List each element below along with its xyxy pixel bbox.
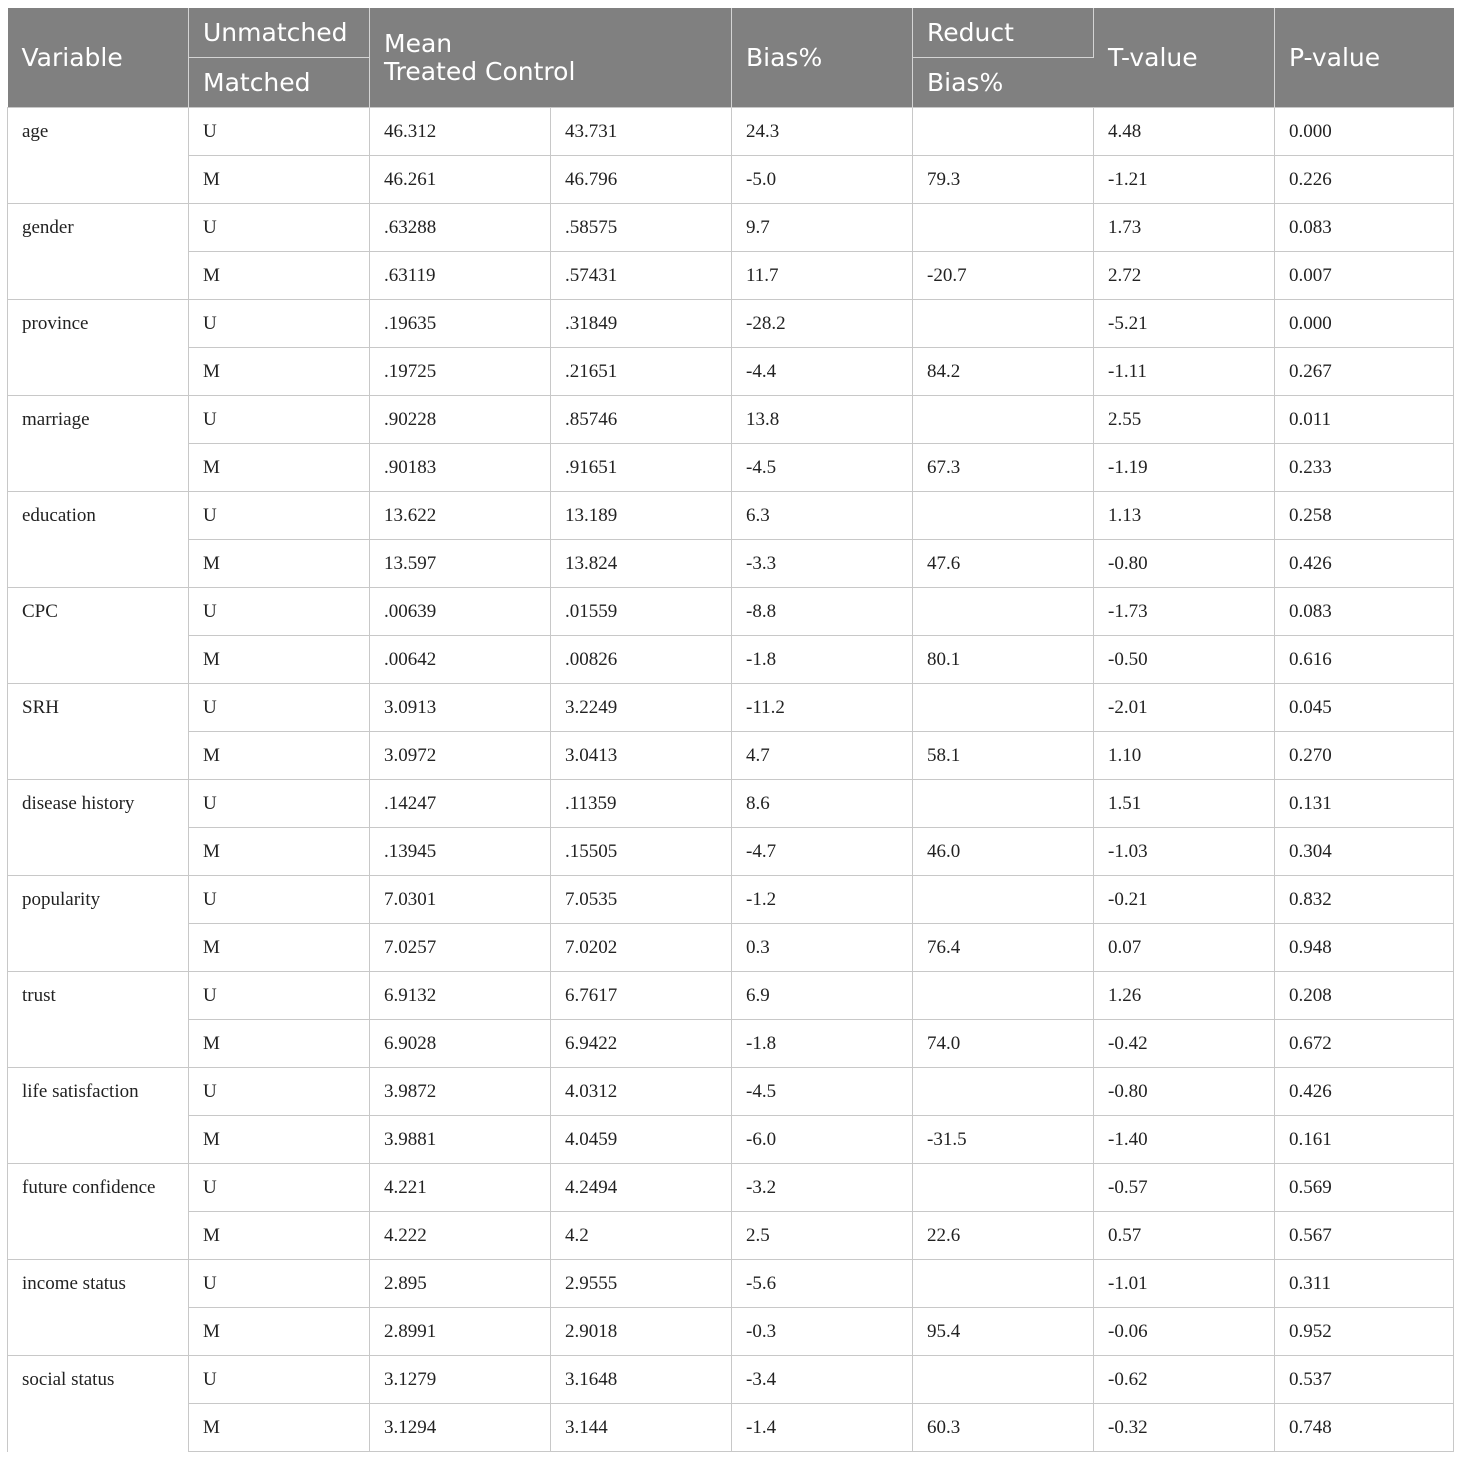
cell-p-value: 0.311 <box>1275 1260 1454 1308</box>
table-row <box>8 636 1454 684</box>
cell-mean-control: 6.7617 <box>551 972 732 1020</box>
cell-variable: marriage <box>8 396 189 444</box>
cell-reduct-bias: 58.1 <box>913 732 1094 780</box>
cell-variable <box>8 348 189 396</box>
cell-p-value: 0.948 <box>1275 924 1454 972</box>
cell-reduct-bias: -20.7 <box>913 252 1094 300</box>
table-row <box>8 540 1454 588</box>
cell-mean-control: .00826 <box>551 636 732 684</box>
cell-variable <box>8 156 189 204</box>
cell-mean-treated: 3.0913 <box>370 684 551 732</box>
cell-p-value: 0.083 <box>1275 204 1454 252</box>
cell-p-value: 0.832 <box>1275 876 1454 924</box>
cell-mean-treated: 13.597 <box>370 540 551 588</box>
cell-t-value: 1.73 <box>1094 204 1275 252</box>
cell-unmatched-matched: M <box>189 348 370 396</box>
header-pvalue: P-value <box>1275 8 1454 108</box>
cell-variable: income status <box>8 1260 189 1308</box>
cell-reduct-bias: 74.0 <box>913 1020 1094 1068</box>
cell-bias: 2.5 <box>732 1212 913 1260</box>
table-row <box>8 684 1454 732</box>
cell-variable <box>8 444 189 492</box>
cell-mean-treated: 3.9872 <box>370 1068 551 1116</box>
cell-bias: -4.7 <box>732 828 913 876</box>
cell-mean-treated: .19635 <box>370 300 551 348</box>
table-header <box>8 8 1454 108</box>
cell-mean-treated: 3.1279 <box>370 1356 551 1404</box>
header-reduct-bias: Bias% <box>913 58 1094 108</box>
cell-variable <box>8 1020 189 1068</box>
cell-t-value: -5.21 <box>1094 300 1275 348</box>
cell-variable: life satisfaction <box>8 1068 189 1116</box>
cell-t-value: -1.21 <box>1094 156 1275 204</box>
cell-unmatched-matched: U <box>189 1068 370 1116</box>
cell-t-value: -0.06 <box>1094 1308 1275 1356</box>
table-row <box>8 1260 1454 1308</box>
cell-p-value: 0.672 <box>1275 1020 1454 1068</box>
cell-unmatched-matched: U <box>189 492 370 540</box>
table-row <box>8 1404 1454 1452</box>
cell-reduct-bias <box>913 588 1094 636</box>
cell-t-value: -1.40 <box>1094 1116 1275 1164</box>
cell-variable <box>8 636 189 684</box>
cell-unmatched-matched: U <box>189 1356 370 1404</box>
cell-mean-control: 6.9422 <box>551 1020 732 1068</box>
cell-reduct-bias: 76.4 <box>913 924 1094 972</box>
cell-t-value: -0.80 <box>1094 540 1275 588</box>
cell-mean-treated: 13.622 <box>370 492 551 540</box>
cell-unmatched-matched: U <box>189 588 370 636</box>
cell-t-value: 1.26 <box>1094 972 1275 1020</box>
cell-mean-control: 3.0413 <box>551 732 732 780</box>
cell-reduct-bias <box>913 204 1094 252</box>
cell-bias: 11.7 <box>732 252 913 300</box>
table-row <box>8 1164 1454 1212</box>
table-row <box>8 1116 1454 1164</box>
cell-t-value: -0.80 <box>1094 1068 1275 1116</box>
cell-mean-treated: 4.221 <box>370 1164 551 1212</box>
cell-unmatched-matched: M <box>189 636 370 684</box>
header-bias: Bias% <box>732 8 913 108</box>
cell-mean-treated: 3.1294 <box>370 1404 551 1452</box>
cell-variable: popularity <box>8 876 189 924</box>
cell-p-value: 0.748 <box>1275 1404 1454 1452</box>
cell-variable: age <box>8 108 189 156</box>
cell-p-value: 0.567 <box>1275 1212 1454 1260</box>
cell-unmatched-matched: U <box>189 1260 370 1308</box>
cell-t-value: -1.01 <box>1094 1260 1275 1308</box>
cell-mean-treated: .00639 <box>370 588 551 636</box>
cell-mean-treated: 46.312 <box>370 108 551 156</box>
cell-bias: -3.2 <box>732 1164 913 1212</box>
cell-p-value: 0.000 <box>1275 300 1454 348</box>
header-variable: Variable <box>8 8 189 108</box>
cell-mean-control: 13.824 <box>551 540 732 588</box>
cell-unmatched-matched: U <box>189 396 370 444</box>
cell-mean-control: .91651 <box>551 444 732 492</box>
cell-unmatched-matched: U <box>189 204 370 252</box>
cell-unmatched-matched: U <box>189 972 370 1020</box>
cell-mean-control: .57431 <box>551 252 732 300</box>
cell-mean-control: 46.796 <box>551 156 732 204</box>
cell-mean-treated: 6.9028 <box>370 1020 551 1068</box>
cell-reduct-bias: 79.3 <box>913 156 1094 204</box>
cell-reduct-bias: 95.4 <box>913 1308 1094 1356</box>
cell-t-value: -0.32 <box>1094 1404 1275 1452</box>
cell-t-value: 2.55 <box>1094 396 1275 444</box>
cell-t-value: -0.62 <box>1094 1356 1275 1404</box>
table-body <box>8 108 1454 1452</box>
cell-t-value: -1.03 <box>1094 828 1275 876</box>
cell-bias: -4.5 <box>732 444 913 492</box>
cell-reduct-bias: 84.2 <box>913 348 1094 396</box>
cell-variable <box>8 732 189 780</box>
cell-unmatched-matched: M <box>189 1404 370 1452</box>
cell-unmatched-matched: M <box>189 252 370 300</box>
cell-mean-treated: .00642 <box>370 636 551 684</box>
cell-variable <box>8 1404 189 1452</box>
cell-t-value: -0.42 <box>1094 1020 1275 1068</box>
cell-reduct-bias <box>913 684 1094 732</box>
cell-reduct-bias: 47.6 <box>913 540 1094 588</box>
cell-p-value: 0.007 <box>1275 252 1454 300</box>
cell-bias: -1.2 <box>732 876 913 924</box>
cell-bias: -3.4 <box>732 1356 913 1404</box>
cell-bias: -11.2 <box>732 684 913 732</box>
cell-p-value: 0.616 <box>1275 636 1454 684</box>
cell-reduct-bias: 67.3 <box>913 444 1094 492</box>
cell-p-value: 0.226 <box>1275 156 1454 204</box>
cell-mean-control: 3.1648 <box>551 1356 732 1404</box>
cell-mean-treated: 46.261 <box>370 156 551 204</box>
cell-p-value: 0.045 <box>1275 684 1454 732</box>
cell-bias: 24.3 <box>732 108 913 156</box>
cell-p-value: 0.569 <box>1275 1164 1454 1212</box>
cell-unmatched-matched: M <box>189 1212 370 1260</box>
table-row <box>8 732 1454 780</box>
table-row <box>8 252 1454 300</box>
cell-reduct-bias <box>913 1164 1094 1212</box>
cell-bias: 6.3 <box>732 492 913 540</box>
table-row <box>8 444 1454 492</box>
cell-bias: -1.8 <box>732 1020 913 1068</box>
cell-unmatched-matched: U <box>189 1164 370 1212</box>
cell-mean-control: .85746 <box>551 396 732 444</box>
header-reduct: Reduct <box>913 8 1094 58</box>
cell-mean-treated: .63119 <box>370 252 551 300</box>
cell-t-value: -1.11 <box>1094 348 1275 396</box>
table-row <box>8 828 1454 876</box>
table-row <box>8 876 1454 924</box>
cell-p-value: 0.537 <box>1275 1356 1454 1404</box>
cell-reduct-bias <box>913 300 1094 348</box>
cell-variable: disease history <box>8 780 189 828</box>
table-row <box>8 492 1454 540</box>
cell-unmatched-matched: U <box>189 108 370 156</box>
cell-mean-control: 3.2249 <box>551 684 732 732</box>
cell-mean-control: 43.731 <box>551 108 732 156</box>
cell-p-value: 0.000 <box>1275 108 1454 156</box>
cell-mean-control: 2.9018 <box>551 1308 732 1356</box>
cell-variable <box>8 1116 189 1164</box>
cell-bias: -1.4 <box>732 1404 913 1452</box>
cell-reduct-bias <box>913 108 1094 156</box>
cell-p-value: 0.161 <box>1275 1116 1454 1164</box>
cell-mean-treated: .90183 <box>370 444 551 492</box>
cell-unmatched-matched: U <box>189 684 370 732</box>
cell-p-value: 0.131 <box>1275 780 1454 828</box>
table-row <box>8 588 1454 636</box>
header-mean-line2: Treated Control <box>384 56 576 86</box>
cell-p-value: 0.208 <box>1275 972 1454 1020</box>
table-row <box>8 1212 1454 1260</box>
cell-mean-treated: 3.0972 <box>370 732 551 780</box>
table-row <box>8 1020 1454 1068</box>
cell-t-value: 1.10 <box>1094 732 1275 780</box>
cell-bias: -5.0 <box>732 156 913 204</box>
cell-mean-treated: .13945 <box>370 828 551 876</box>
table-row <box>8 972 1454 1020</box>
cell-variable <box>8 924 189 972</box>
cell-mean-treated: 2.895 <box>370 1260 551 1308</box>
cell-mean-treated: 7.0301 <box>370 876 551 924</box>
cell-t-value: 0.57 <box>1094 1212 1275 1260</box>
cell-reduct-bias: 22.6 <box>913 1212 1094 1260</box>
header-matched: Matched <box>189 58 370 108</box>
cell-unmatched-matched: M <box>189 924 370 972</box>
cell-variable <box>8 540 189 588</box>
cell-reduct-bias <box>913 492 1094 540</box>
cell-reduct-bias: -31.5 <box>913 1116 1094 1164</box>
cell-mean-treated: 6.9132 <box>370 972 551 1020</box>
cell-p-value: 0.083 <box>1275 588 1454 636</box>
table-row <box>8 156 1454 204</box>
cell-t-value: 4.48 <box>1094 108 1275 156</box>
cell-variable <box>8 252 189 300</box>
cell-mean-control: 4.0312 <box>551 1068 732 1116</box>
table-row <box>8 204 1454 252</box>
table-row <box>8 1068 1454 1116</box>
cell-reduct-bias: 60.3 <box>913 1404 1094 1452</box>
cell-variable <box>8 1308 189 1356</box>
cell-variable: future confidence <box>8 1164 189 1212</box>
cell-bias: 4.7 <box>732 732 913 780</box>
cell-mean-treated: .14247 <box>370 780 551 828</box>
cell-mean-control: .21651 <box>551 348 732 396</box>
cell-unmatched-matched: M <box>189 1020 370 1068</box>
cell-unmatched-matched: M <box>189 1116 370 1164</box>
cell-unmatched-matched: U <box>189 876 370 924</box>
table-row <box>8 300 1454 348</box>
cell-mean-control: .15505 <box>551 828 732 876</box>
balance-table <box>7 8 1454 1452</box>
cell-mean-control: 7.0202 <box>551 924 732 972</box>
cell-t-value: -1.73 <box>1094 588 1275 636</box>
cell-bias: -28.2 <box>732 300 913 348</box>
cell-variable: province <box>8 300 189 348</box>
cell-mean-treated: .90228 <box>370 396 551 444</box>
cell-reduct-bias <box>913 780 1094 828</box>
cell-bias: -5.6 <box>732 1260 913 1308</box>
table-row <box>8 780 1454 828</box>
table-row <box>8 924 1454 972</box>
cell-variable: SRH <box>8 684 189 732</box>
header-mean <box>370 8 732 108</box>
cell-p-value: 0.267 <box>1275 348 1454 396</box>
cell-p-value: 0.258 <box>1275 492 1454 540</box>
cell-t-value: 1.51 <box>1094 780 1275 828</box>
table-row <box>8 108 1454 156</box>
cell-bias: -6.0 <box>732 1116 913 1164</box>
cell-t-value: -1.19 <box>1094 444 1275 492</box>
cell-t-value: -0.21 <box>1094 876 1275 924</box>
cell-p-value: 0.426 <box>1275 540 1454 588</box>
cell-variable: gender <box>8 204 189 252</box>
cell-t-value: -0.57 <box>1094 1164 1275 1212</box>
cell-mean-control: .31849 <box>551 300 732 348</box>
cell-bias: 9.7 <box>732 204 913 252</box>
header-tvalue: T-value <box>1094 8 1275 108</box>
cell-bias: -4.5 <box>732 1068 913 1116</box>
cell-reduct-bias <box>913 876 1094 924</box>
cell-reduct-bias: 46.0 <box>913 828 1094 876</box>
cell-t-value: 2.72 <box>1094 252 1275 300</box>
cell-unmatched-matched: M <box>189 732 370 780</box>
cell-variable <box>8 828 189 876</box>
cell-unmatched-matched: M <box>189 828 370 876</box>
cell-bias: 6.9 <box>732 972 913 1020</box>
table-row <box>8 1308 1454 1356</box>
cell-unmatched-matched: U <box>189 300 370 348</box>
cell-mean-control: 7.0535 <box>551 876 732 924</box>
cell-unmatched-matched: M <box>189 1308 370 1356</box>
cell-mean-control: 4.2 <box>551 1212 732 1260</box>
cell-bias: -3.3 <box>732 540 913 588</box>
cell-p-value: 0.426 <box>1275 1068 1454 1116</box>
header-unmatched: Unmatched <box>189 8 370 58</box>
cell-mean-control: .01559 <box>551 588 732 636</box>
cell-t-value: -0.50 <box>1094 636 1275 684</box>
cell-mean-treated: 4.222 <box>370 1212 551 1260</box>
cell-reduct-bias <box>913 396 1094 444</box>
cell-p-value: 0.233 <box>1275 444 1454 492</box>
header-mean-line1: Mean <box>384 28 453 58</box>
cell-bias: 8.6 <box>732 780 913 828</box>
cell-variable: CPC <box>8 588 189 636</box>
cell-bias: -4.4 <box>732 348 913 396</box>
cell-mean-control: .58575 <box>551 204 732 252</box>
cell-mean-treated: .19725 <box>370 348 551 396</box>
cell-reduct-bias <box>913 1260 1094 1308</box>
cell-mean-control: .11359 <box>551 780 732 828</box>
cell-mean-control: 4.2494 <box>551 1164 732 1212</box>
cell-mean-control: 13.189 <box>551 492 732 540</box>
cell-variable: trust <box>8 972 189 1020</box>
cell-mean-treated: .63288 <box>370 204 551 252</box>
cell-mean-treated: 2.8991 <box>370 1308 551 1356</box>
cell-p-value: 0.952 <box>1275 1308 1454 1356</box>
cell-bias: -1.8 <box>732 636 913 684</box>
cell-reduct-bias <box>913 1356 1094 1404</box>
cell-variable: education <box>8 492 189 540</box>
cell-t-value: -2.01 <box>1094 684 1275 732</box>
cell-variable: social status <box>8 1356 189 1404</box>
cell-t-value: 1.13 <box>1094 492 1275 540</box>
table-row <box>8 396 1454 444</box>
cell-bias: -8.8 <box>732 588 913 636</box>
cell-variable <box>8 1212 189 1260</box>
cell-mean-control: 4.0459 <box>551 1116 732 1164</box>
cell-p-value: 0.011 <box>1275 396 1454 444</box>
cell-unmatched-matched: U <box>189 780 370 828</box>
cell-t-value: 0.07 <box>1094 924 1275 972</box>
cell-reduct-bias: 80.1 <box>913 636 1094 684</box>
cell-reduct-bias <box>913 1068 1094 1116</box>
cell-mean-treated: 7.0257 <box>370 924 551 972</box>
cell-p-value: 0.270 <box>1275 732 1454 780</box>
cell-mean-control: 2.9555 <box>551 1260 732 1308</box>
cell-reduct-bias <box>913 972 1094 1020</box>
cell-unmatched-matched: M <box>189 156 370 204</box>
cell-bias: 13.8 <box>732 396 913 444</box>
cell-bias: -0.3 <box>732 1308 913 1356</box>
cell-unmatched-matched: M <box>189 444 370 492</box>
table-row <box>8 1356 1454 1404</box>
cell-mean-control: 3.144 <box>551 1404 732 1452</box>
cell-unmatched-matched: M <box>189 540 370 588</box>
cell-p-value: 0.304 <box>1275 828 1454 876</box>
cell-mean-treated: 3.9881 <box>370 1116 551 1164</box>
table-row <box>8 348 1454 396</box>
cell-bias: 0.3 <box>732 924 913 972</box>
